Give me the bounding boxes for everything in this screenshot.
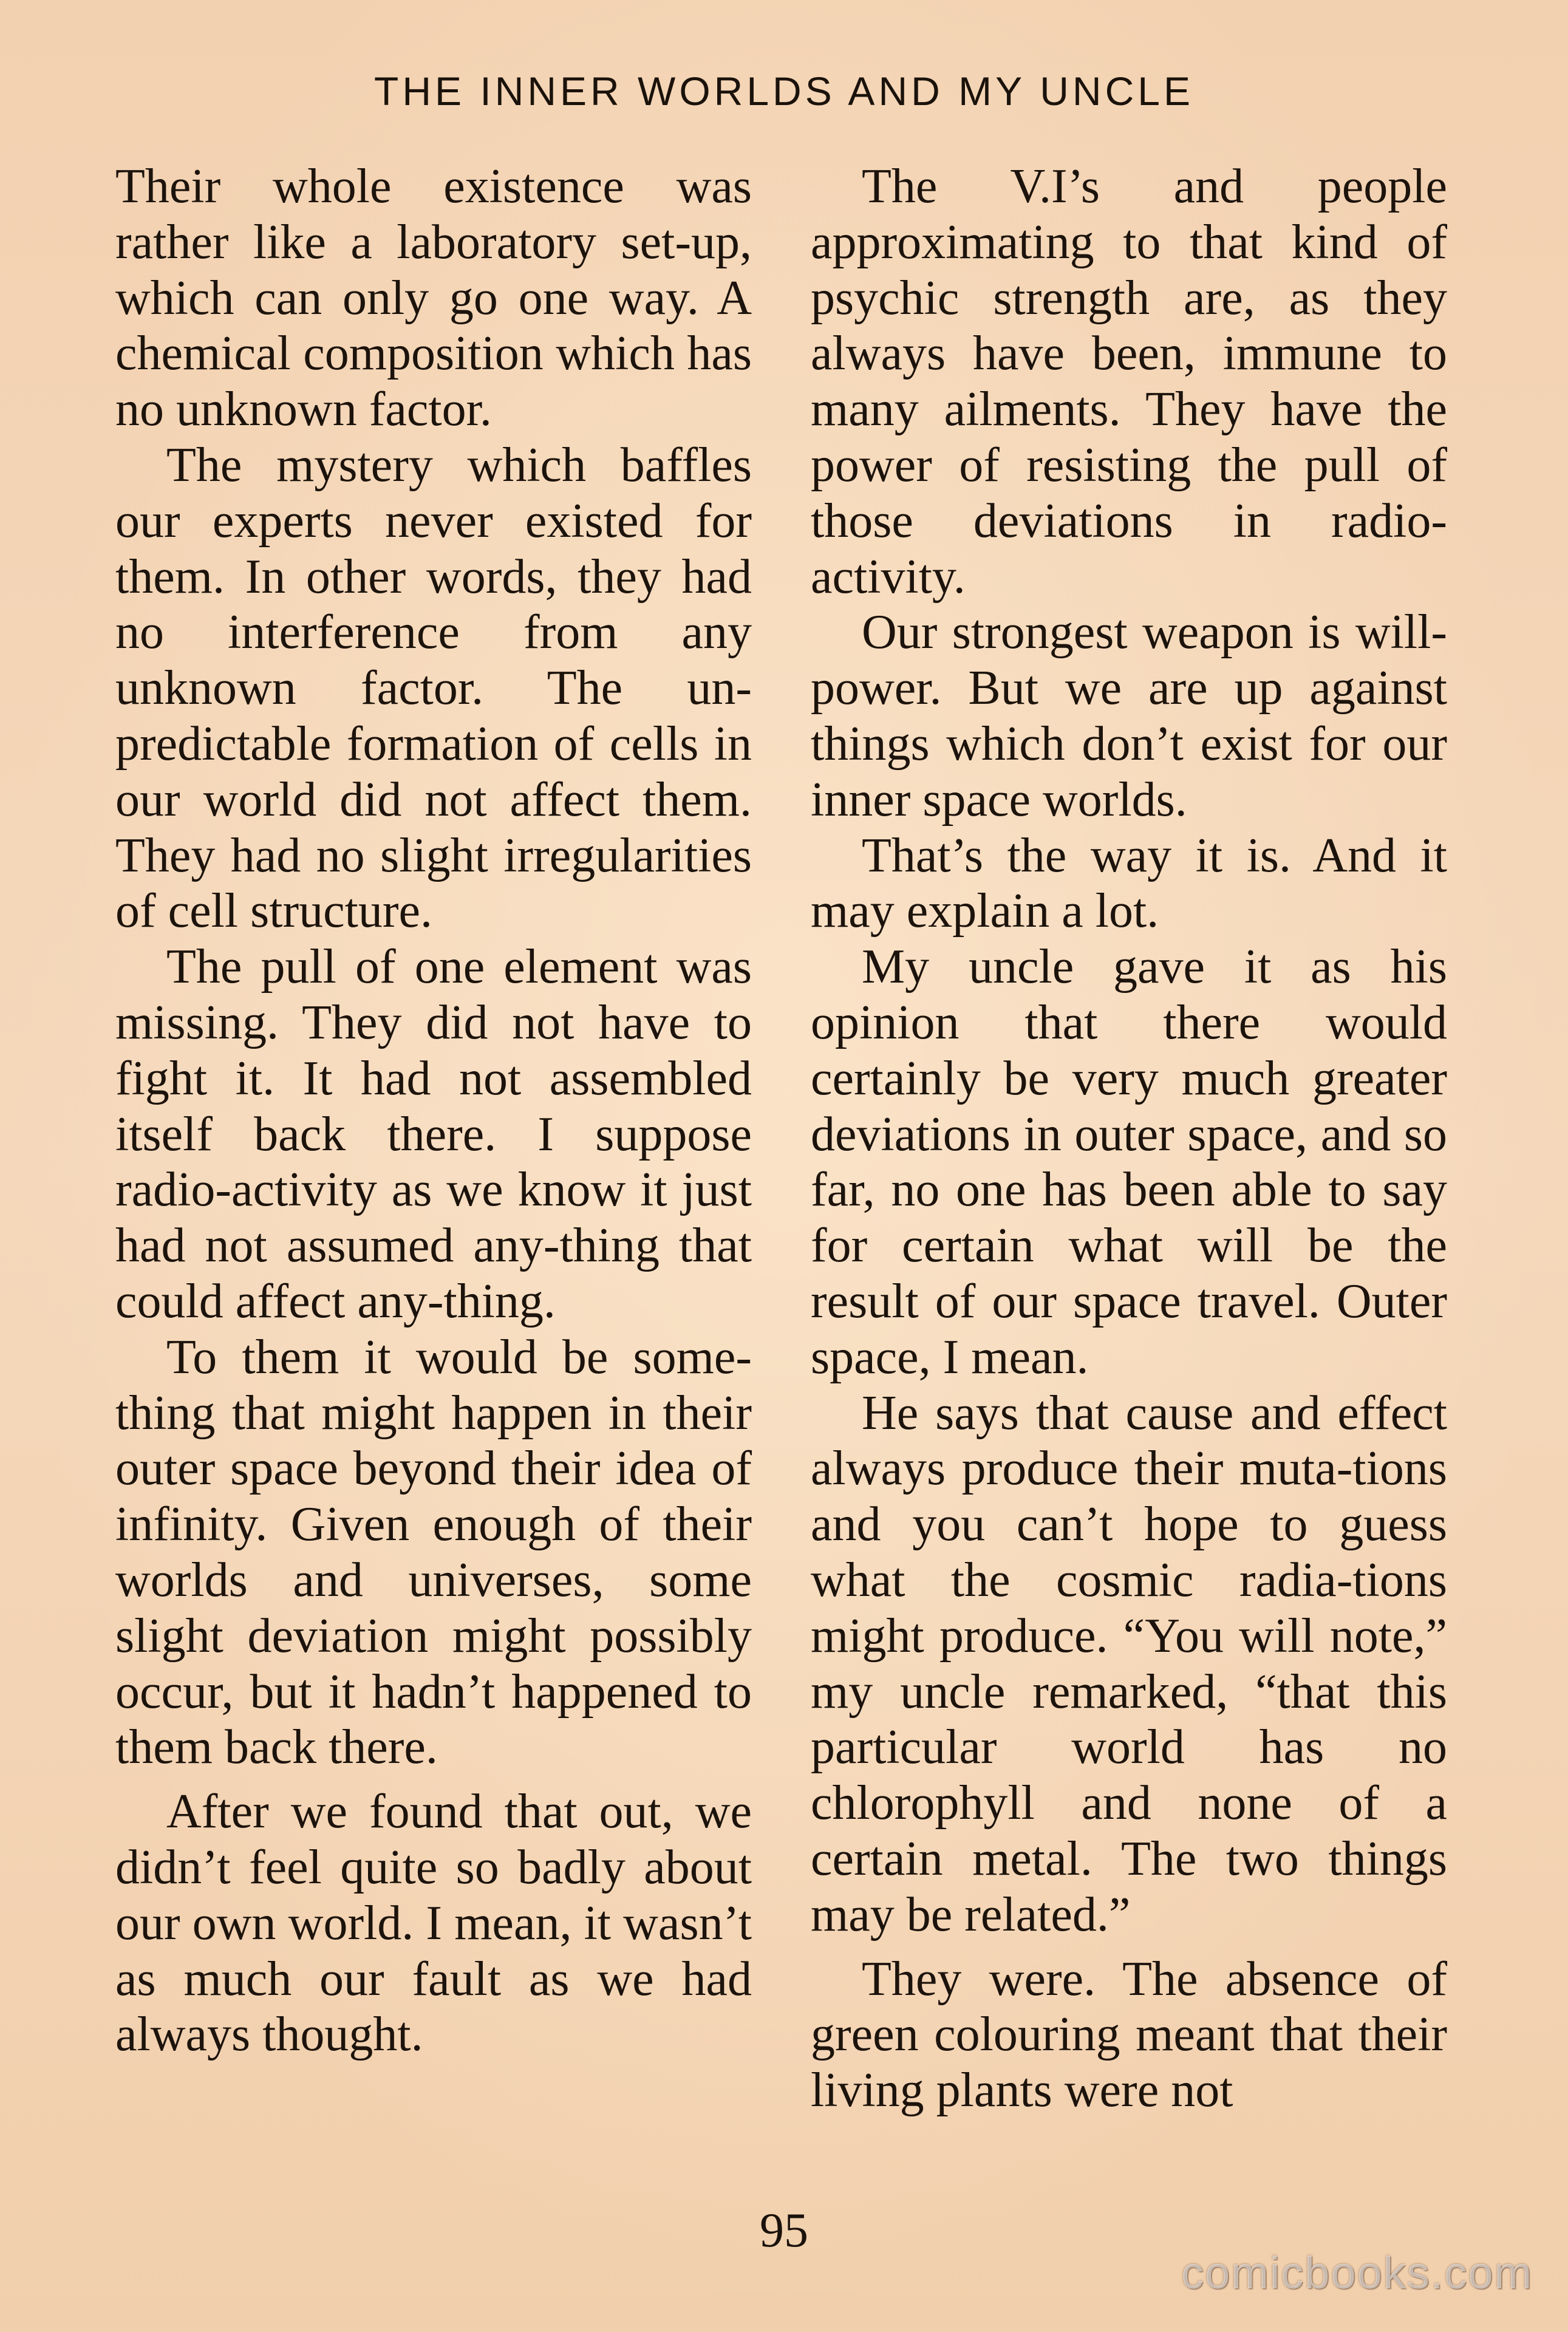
- paragraph: After we found that out, we didn’t feel quite so badly about our own world. I mean, it wasn’t as much our fault as we had always thought.: [115, 1785, 752, 2062]
- right-column: [811, 159, 1447, 2119]
- paragraph: To them it would be some-thing that might happen in their outer space beyond their idea of infinity. Given enough of their worlds and universes, some slight deviation might possibly occur, but it hadn’t happened to them back there.: [115, 1330, 752, 1775]
- running-head: THE INNER WORLDS AND MY UNCLE: [374, 69, 1194, 114]
- paragraph: My uncle gave it as his opinion that there would certainly be very much greater deviations in outer space, and so far, no one has been able to say for certain what will be the result of our space travel. Outer space, I mean.: [811, 940, 1447, 1384]
- paragraph: He says that cause and effect always produce their muta-tions and you can’t hope to guess what the cosmic radia-tions might produce. “You will note,” my uncle remarked, “that this particular world has no chlorophyll and none of a certain metal. The two things may be related.”: [811, 1386, 1447, 1942]
- watermark: comicbooks.com: [1181, 2248, 1533, 2298]
- paragraph: Our strongest weapon is will-power. But we are up against things which don’t exist for our inner space worlds.: [811, 605, 1447, 827]
- page-number: 95: [760, 2204, 808, 2257]
- paragraph: Their whole existence was rather like a laboratory set-up, which can only go one way. A chemical composition which has no unknown factor.: [115, 160, 752, 437]
- paragraph: The V.I’s and people approximating to that kind of psychic strength are, as they always have been, immune to many ailments. They have the power of resisting the pull of those deviations in radio-activity.: [811, 160, 1447, 604]
- paragraph: The mystery which baffles our experts never existed for them. In other words, they had no interference from any unknown factor. The un-predictable formation of cells in our world did not affect them. They had no slight irregularities of cell structure.: [115, 438, 752, 938]
- left-column: [115, 159, 752, 2063]
- paragraph: They were. The absence of green colouring meant that their living plants were not: [811, 1952, 1447, 2118]
- paragraph: The pull of one element was missing. They did not have to fight it. It had not assembled itself back there. I suppose radio-activity as we know it just had not assumed any-thing that could affect any-thing.: [115, 940, 752, 1328]
- paragraph: That’s the way it is. And it may explain a lot.: [811, 828, 1447, 938]
